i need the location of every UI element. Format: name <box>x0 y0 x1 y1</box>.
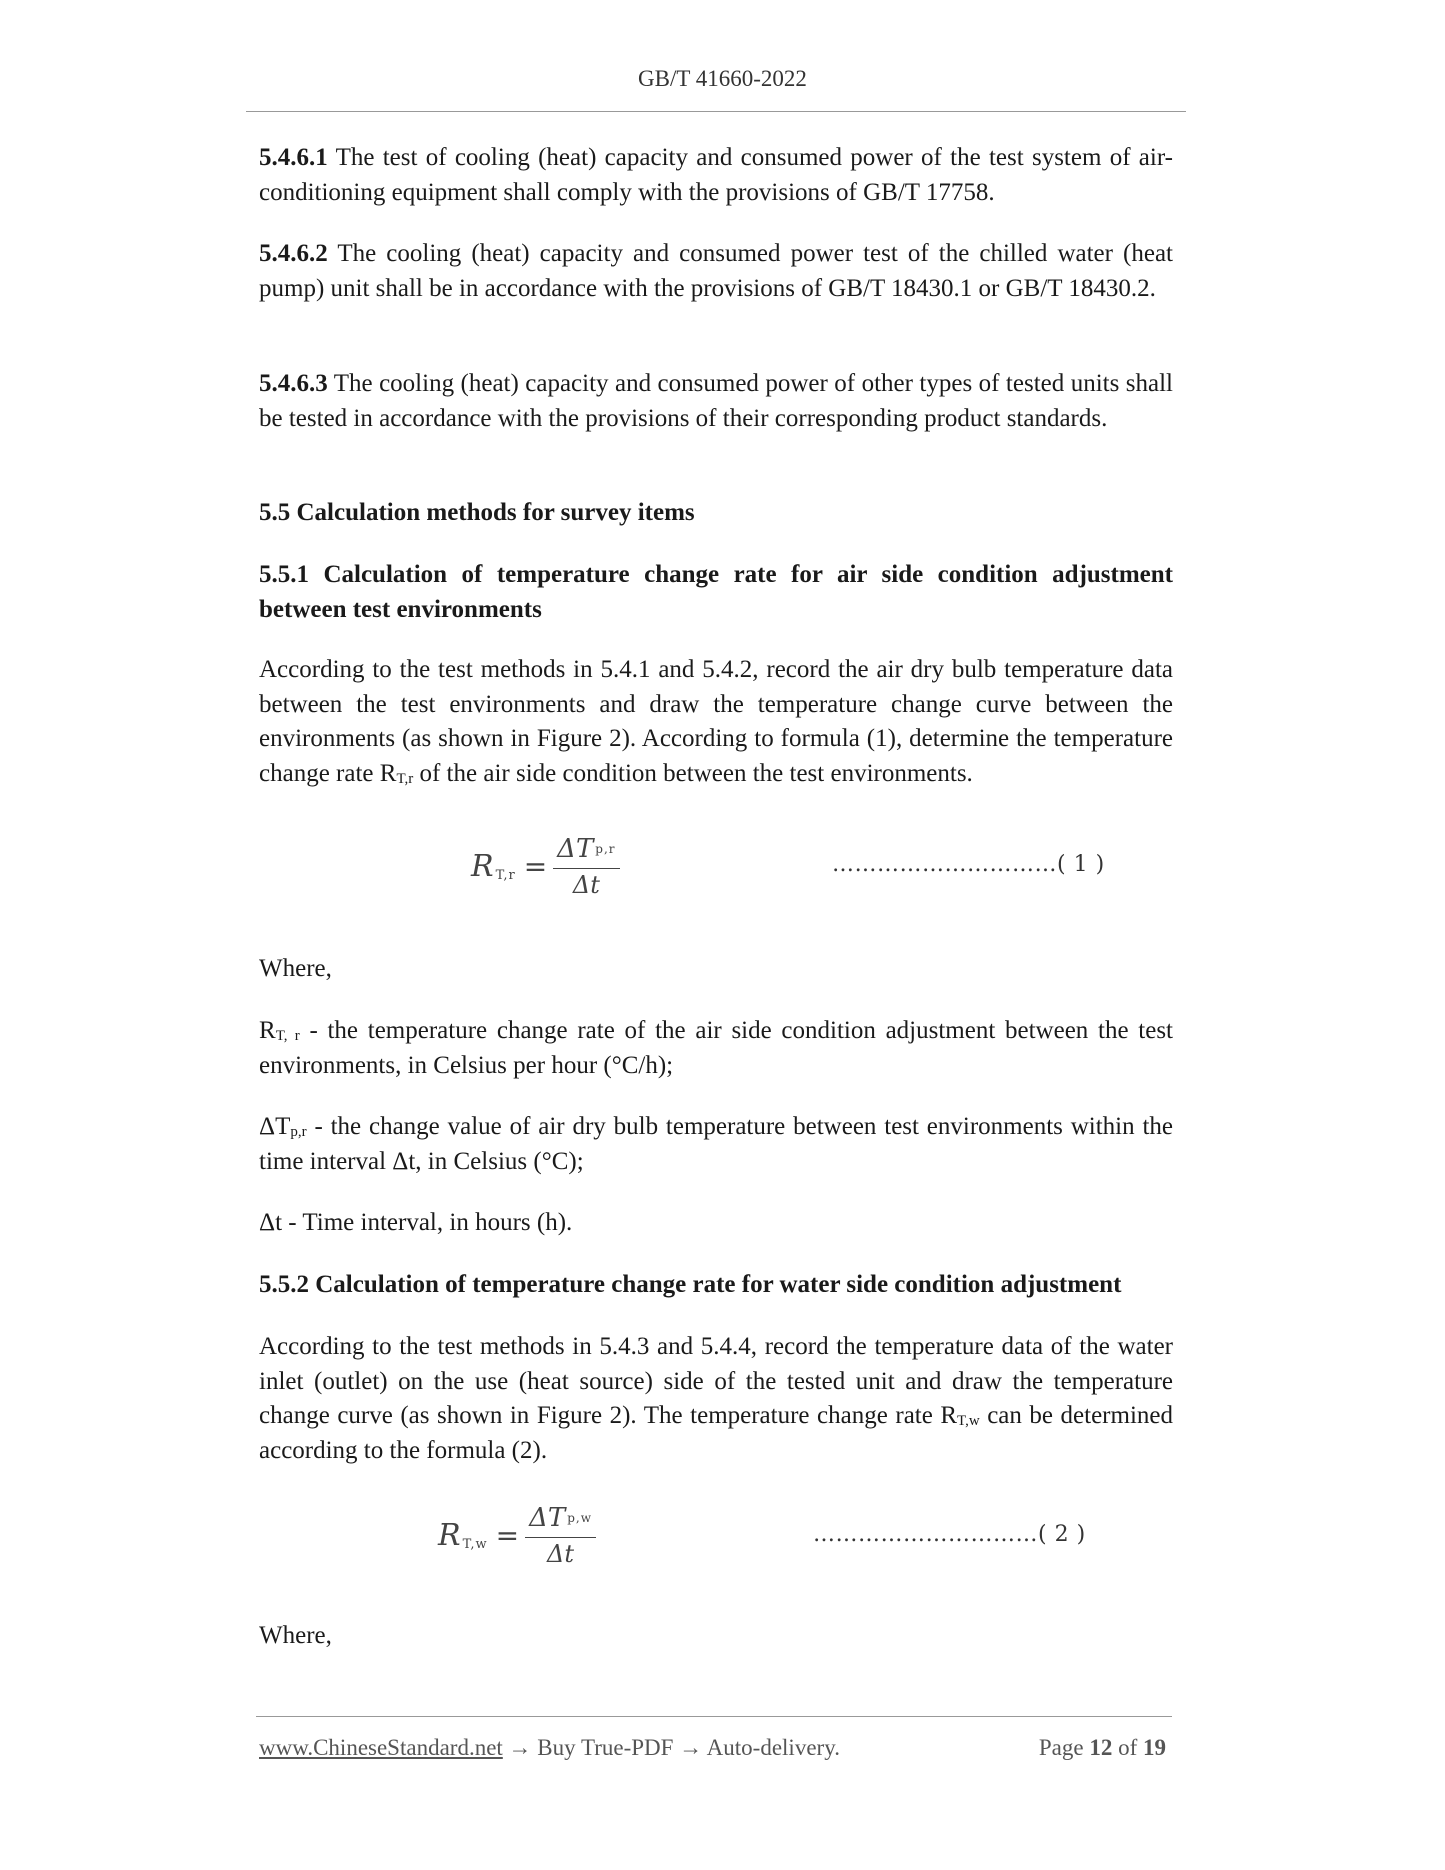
subscript: T,w <box>957 1413 980 1429</box>
arrow-icon: → <box>673 1735 707 1760</box>
equation-label: ( 1 ) <box>1057 852 1105 877</box>
of-label: of <box>1118 1735 1138 1760</box>
clause-text: The cooling (heat) capacity and consumed power test of the chilled water (heat pump) unit shall be in accordance with the provisions of GB/T 18430.1 or GB/T 18430.2. <box>259 240 1173 302</box>
definition-symbol: R <box>259 1017 276 1044</box>
where-label-1: Where, <box>259 955 332 982</box>
clause-text: The cooling (heat) capacity and consumed power of other types of tested units shall be tested in accordance with the provisions of their corresponding product standards. <box>259 370 1173 432</box>
equals-sign: = <box>495 1519 520 1552</box>
fraction-denominator: Δt <box>572 871 600 899</box>
fraction-denominator: Δt <box>547 1540 575 1568</box>
clause-number: 5.4.6.1 <box>259 144 328 171</box>
equation-label: ( 2 ) <box>1038 1522 1086 1547</box>
formula-2 <box>438 1503 596 1568</box>
formula-lhs-subscript: T,w <box>462 1537 488 1552</box>
total-page-number: 19 <box>1143 1735 1166 1760</box>
formula-lhs-subscript: T,r <box>495 868 516 883</box>
subscript: T, r <box>275 1028 300 1044</box>
paragraph-text: According to the test methods in 5.4.1 and 5.4.2, record the air dry bulb temperature data between the test environments and draw the temperature change curve between the environments (as shown in Figure 2). According to formula (1), determine the temperature change rate R <box>259 656 1173 787</box>
formula-1-number <box>832 852 1105 877</box>
subscript: T,r <box>396 770 414 787</box>
dot-leader: ………………………… <box>813 1522 1038 1547</box>
definition-text: - the temperature change rate of the air side condition adjustment between the test environments, in Celsius per hour (°C/h); <box>259 1017 1174 1079</box>
fraction <box>553 834 619 899</box>
clause-text: The test of cooling (heat) capacity and consumed power of the test system of air-conditioning equipment shall comply with the provisions of GB/T 17758. <box>259 144 1173 206</box>
where-label-2: Where, <box>259 1622 332 1649</box>
definition-symbol: ΔT <box>259 1113 291 1140</box>
footer-promo <box>259 1735 840 1761</box>
header-divider <box>246 111 1186 112</box>
document-header-title: GB/T 41660-2022 <box>638 66 807 91</box>
section-heading-5-5-1: 5.5.1 Calculation of temperature change rate for air side condition adjustment between test environments <box>259 561 1173 623</box>
formula-2-number <box>813 1522 1086 1547</box>
formula-1 <box>471 834 620 899</box>
clause-5-4-6-3 <box>259 367 1173 436</box>
definition-text: - the change value of air dry bulb temperature between test environments within the time interval Δt, in Celsius (°C); <box>259 1113 1173 1175</box>
subscript: p,r <box>290 1124 307 1140</box>
paragraph-5-5-1 <box>259 653 1173 791</box>
fraction <box>525 1503 596 1568</box>
definition-delta-t: Δt - Time interval, in hours (h). <box>259 1209 573 1236</box>
fraction-numerator: ΔT p,r <box>553 834 619 869</box>
page-label: Page <box>1038 1735 1084 1760</box>
buy-text: Buy True-PDF <box>537 1735 674 1760</box>
clause-number: 5.4.6.3 <box>259 370 328 397</box>
website-link[interactable]: www.ChineseStandard.net <box>259 1735 503 1760</box>
section-heading-5-5-2: 5.5.2 Calculation of temperature change rate for water side condition adjustment <box>259 1271 1122 1298</box>
fraction-numerator: ΔT p,w <box>525 1503 596 1538</box>
delivery-text: Auto-delivery. <box>706 1735 840 1760</box>
section-heading-5-5: 5.5 Calculation methods for survey items <box>259 499 695 526</box>
paragraph-text-tail: can be determined according to the formula (2). <box>259 1402 1173 1464</box>
footer-divider <box>256 1716 1172 1717</box>
clause-5-4-6-1 <box>259 141 1173 210</box>
equals-sign: = <box>523 850 548 883</box>
clause-5-4-6-2 <box>259 237 1173 306</box>
dot-leader: ………………………… <box>832 852 1057 877</box>
paragraph-5-5-2 <box>259 1330 1173 1468</box>
current-page-number: 12 <box>1089 1735 1113 1760</box>
definition-r-tr <box>259 1014 1173 1083</box>
arrow-icon: → <box>502 1735 538 1760</box>
paragraph-text-tail: of the air side condition between the test environments. <box>413 759 973 787</box>
clause-number: 5.4.6.2 <box>259 240 328 267</box>
formula-lhs-symbol: R <box>471 849 494 884</box>
paragraph-text: According to the test methods in 5.4.3 and 5.4.4, record the temperature data of the water inlet (outlet) on the use (heat source) side of the tested unit and draw the temperature change curve (as shown in Figure 2). The temperature change rate R <box>259 1333 1173 1429</box>
formula-lhs-symbol: R <box>438 1518 461 1553</box>
definition-delta-tpr <box>259 1110 1173 1179</box>
page-indicator <box>1039 1735 1166 1761</box>
